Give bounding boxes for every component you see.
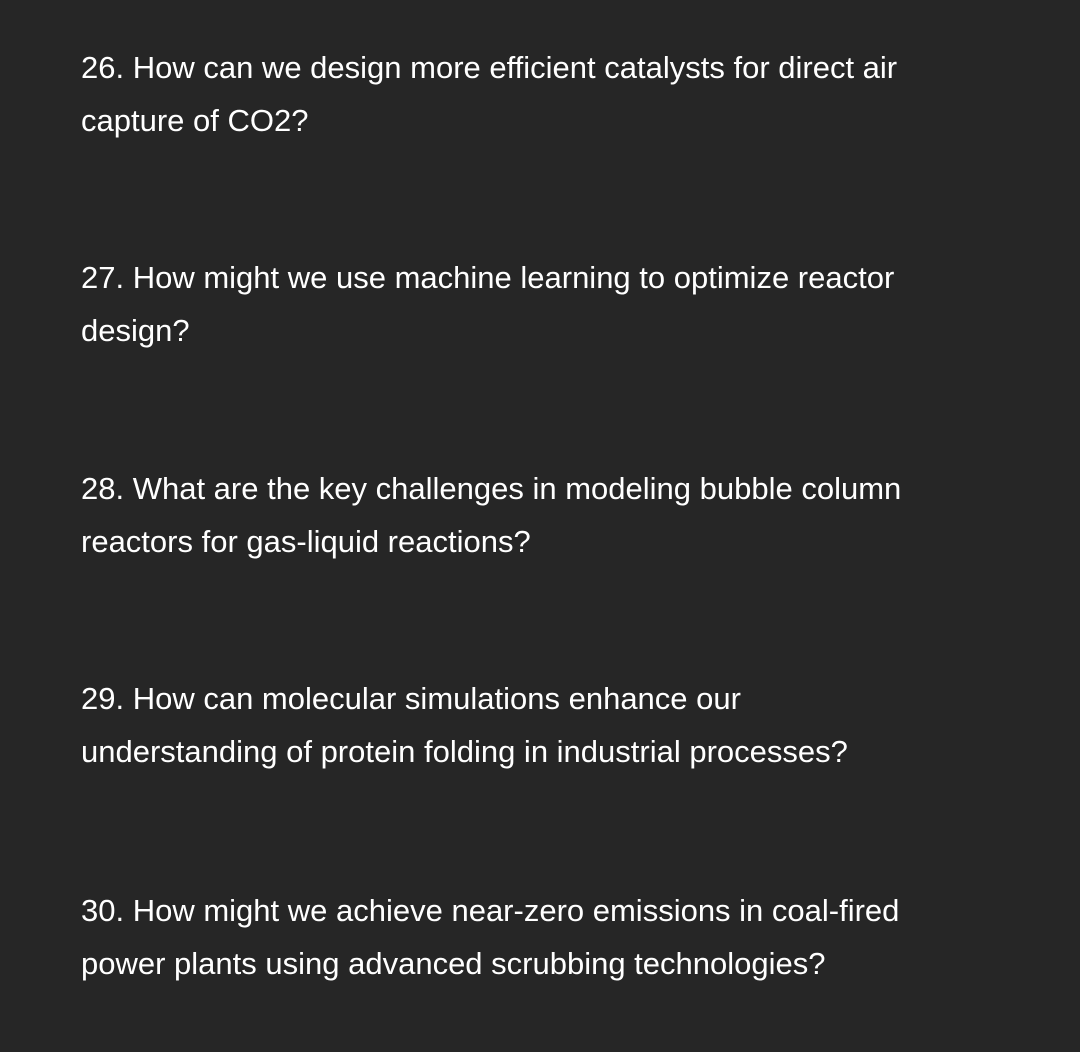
question-line: 29. How can molecular simulations enhance our — [81, 681, 741, 716]
question-line: 30. How might we achieve near-zero emissions in coal-fired — [81, 893, 900, 928]
question-28 — [81, 462, 981, 568]
question-line: design? — [81, 313, 190, 348]
question-26 — [81, 41, 981, 147]
question-29 — [81, 672, 981, 778]
question-line: 28. What are the key challenges in modeling bubble column — [81, 471, 902, 506]
question-line: reactors for gas-liquid reactions? — [81, 524, 531, 559]
question-line: capture of CO2? — [81, 103, 309, 138]
question-line: power plants using advanced scrubbing technologies? — [81, 946, 826, 981]
question-line: 26. How can we design more efficient catalysts for direct air — [81, 50, 898, 85]
question-line: understanding of protein folding in industrial processes? — [81, 734, 848, 769]
question-line: 27. How might we use machine learning to optimize reactor — [81, 260, 895, 295]
question-27 — [81, 251, 981, 357]
question-30 — [81, 884, 981, 990]
